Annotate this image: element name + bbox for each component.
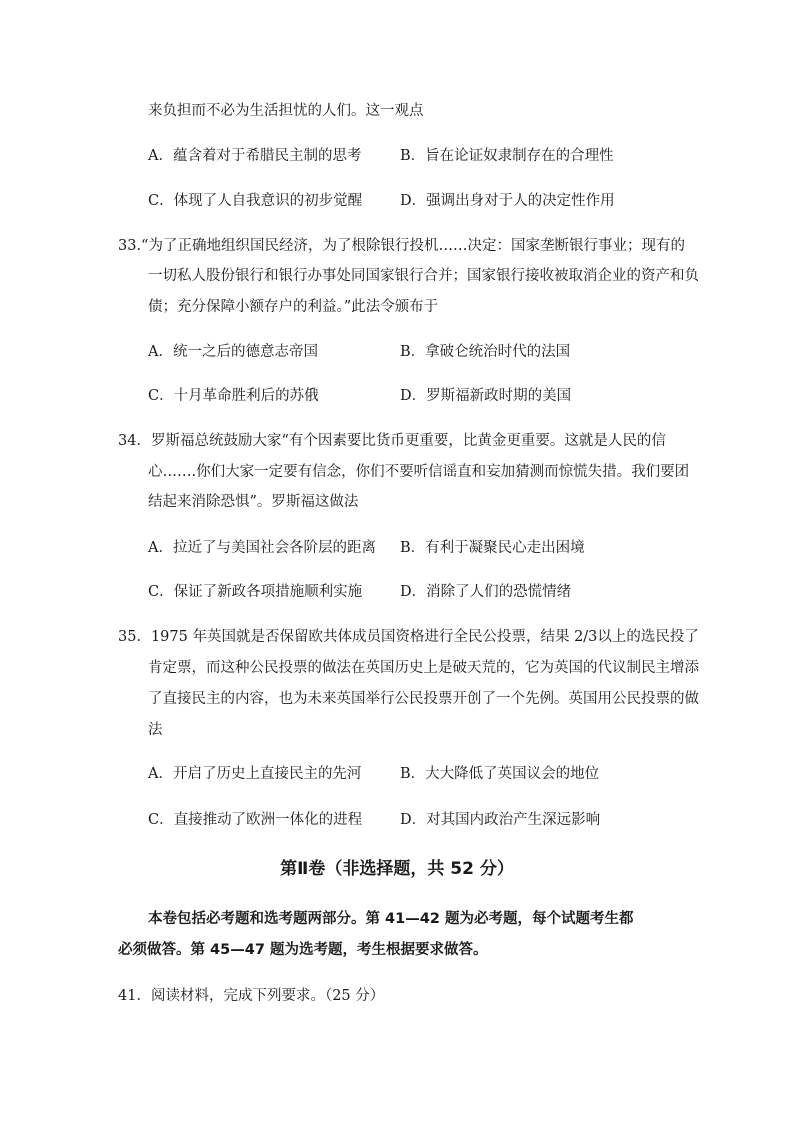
q32-option-d: D．强调出身对于人的决定性作用 <box>400 193 615 209</box>
q33-option-b: B．拿破仑统治时代的法国 <box>400 344 571 360</box>
section-instruction-line-2: 必须做答。第 45—47 题为选考题，考生根据要求做答。 <box>118 942 488 958</box>
q33-option-d: D．罗斯福新政时期的美国 <box>400 388 572 404</box>
q35-option-a: A．开启了历史上直接民主的先河 <box>148 766 362 782</box>
q34-option-d: D．消除了人们的恐慌情绪 <box>400 584 572 600</box>
q41-stem: 41．阅读材料，完成下列要求。（25 分） <box>118 988 385 1004</box>
q33-option-c: C．十月革命胜利后的苏俄 <box>148 388 319 404</box>
q32-option-a: A．蕴含着对于希腊民主制的思考 <box>148 148 362 164</box>
q35-option-d: D．对其国内政治产生深远影响 <box>400 812 601 828</box>
q34-stem-line-1: 34．罗斯福总统鼓励大家“有个因素要比货币更重要，比黄金更重要。这就是人民的信 <box>118 433 666 449</box>
q35-stem-line-2: 肯定票，而这种公民投票的做法在英国历史上是破天荒的，它为英国的代议制民主增添 <box>148 660 699 676</box>
q35-stem-line-1: 35．1975 年英国就是否保留欧共体成员国资格进行全民公投票，结果 2/3以上的选民投了 <box>118 629 699 645</box>
q35-stem-line-3: 了直接民主的内容，也为未来英国举行公民投票开创了一个先例。英国用公民投票的做 <box>148 691 699 707</box>
section-instruction-line-1: 本卷包括必考题和选考题两部分。第 41—42 题为必考题，每个试题考生都 <box>148 911 634 927</box>
q34-stem-line-2: 心…….你们大家一定要有信念，你们不要听信谣直和妄加猜测而惊慌失措。我们要团 <box>148 464 690 480</box>
q33-stem-line-3: 债；充分保障小额存户的利益。”此法令颁布于 <box>148 299 439 315</box>
q34-stem-line-3: 结起来消除恐惧”。罗斯福这做法 <box>148 494 359 510</box>
section-title: 第Ⅱ卷（非选择题，共 52 分） <box>280 859 514 879</box>
q34-option-a: A．拉近了与美国社会各阶层的距离 <box>148 540 376 556</box>
q33-option-a: A．统一之后的德意志帝国 <box>148 344 318 360</box>
q34-option-c: C．保证了新政各项措施顺利实施 <box>148 584 363 600</box>
q35-option-c: C．直接推动了欧洲一体化的进程 <box>148 812 363 828</box>
q32-stem-line: 来负担而不必为生活担忧的人们。这一观点 <box>148 103 424 119</box>
q33-stem-line-1: 33.“为了正确地组织国民经济，为了根除银行投机……决定：国家垄断银行事业；现有的 <box>118 238 685 254</box>
q32-option-b: B．旨在论证奴隶制存在的合理性 <box>400 148 614 164</box>
q35-stem-line-4: 法 <box>148 722 163 738</box>
q35-option-b: B．大大降低了英国议会的地位 <box>400 766 600 782</box>
q34-option-b: B．有利于凝聚民心走出困境 <box>400 540 585 556</box>
q32-option-c: C．体现了人自我意识的初步觉醒 <box>148 193 363 209</box>
q33-stem-line-2: 一切私人股份银行和银行办事处同国家银行合并；国家银行接收被取消企业的资产和负 <box>148 268 699 284</box>
